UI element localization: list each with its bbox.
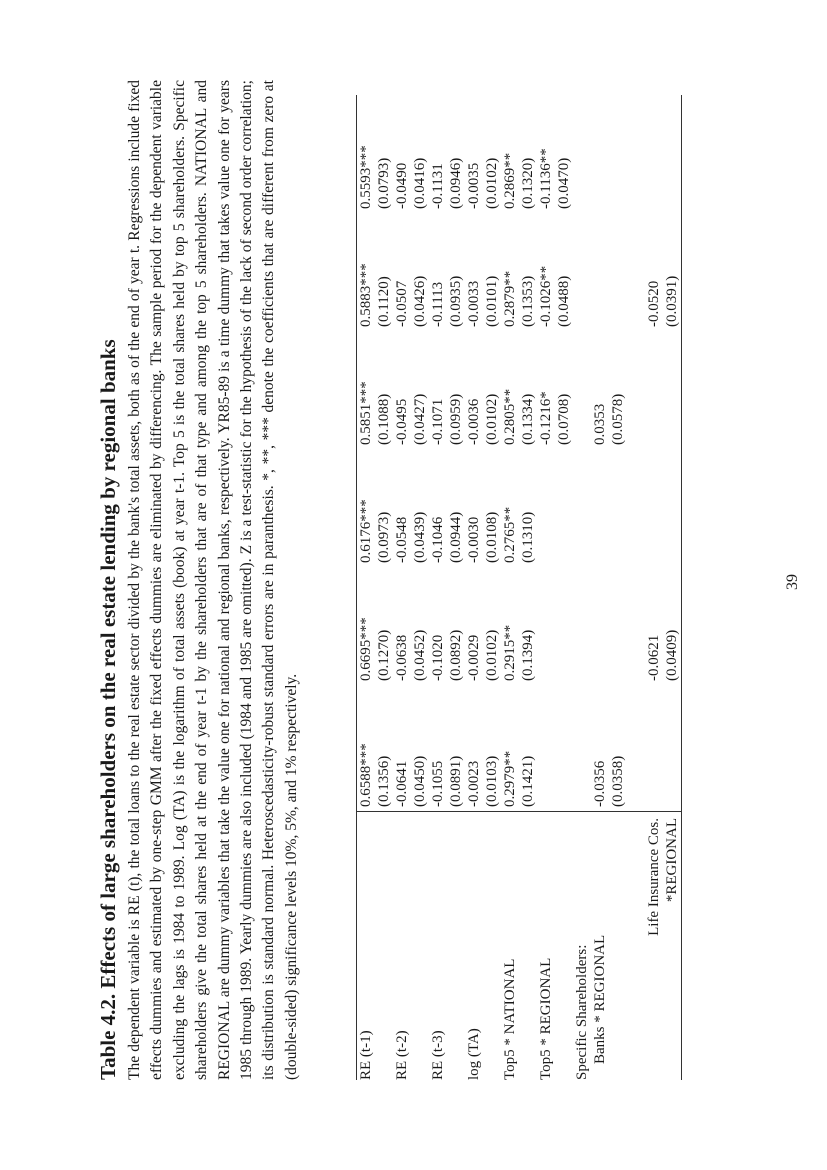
table-cell: (0.0944) [448, 511, 464, 563]
table-row [357, 95, 376, 1080]
table-cell: -0.1020 [430, 634, 446, 681]
table-cell: -0.0490 [394, 162, 410, 209]
table-cell: (0.1421) [520, 755, 536, 807]
table-cell [573, 449, 591, 567]
table-row [501, 95, 519, 1080]
table-cell: -0.0029 [466, 634, 482, 681]
table-caption: The dependent variable is RE (t), the total loans to the real estate sector divided by the bank's total assets, both as of the end of year t. Regressions include fixed effects dummies and estimated by one-step GMM after the fixed effects dummies are eliminated by differencing. The sample period for the dependent variable excluding the lags is 1984 to 1989. Log (TA) is the logarithm of total assets (book) at year t-1. Top 5 is the total shares held by top 5 shareholders. Specific shareholders give the total shares held at the end of year t-1 by the shareholders that are of that type and among the top 5 shareholders. NATIONAL and REGIONAL are dummy variables that take the value one for national and regional banks, respectively. YR85-89 is a time dummy that takes value one for years 1985 through 1989. Yearly dummies are also included (1984 and 1985 are omitted). Z is a test-statistic for the hypothesis of the lack of second order correlation; its distribution is standard normal. Heteroscedasticity-robust standard errors are in paranthesis. *, **, *** denote the coefficients that are different from zero at (double-sided) significance levels 10%, 5%, and 1% respectively. [126, 80, 300, 1080]
table-cell: -0.1113 [430, 281, 446, 327]
table-cell: -0.0641 [394, 760, 410, 807]
table-cell [591, 213, 609, 331]
row-label: Top5 * REGIONAL [537, 812, 555, 1081]
table-cell: (0.1334) [520, 393, 536, 445]
table-cell: (0.0488) [556, 275, 572, 327]
table-cell: -0.1216* [538, 391, 554, 445]
table-cell: -0.0638 [394, 634, 410, 681]
table-cell: 0.6695*** [357, 567, 376, 685]
table-cell: -0.0548 [394, 516, 410, 563]
table-cell: 0.0353 [592, 403, 608, 445]
table-cell: (0.0891) [448, 755, 464, 807]
table-cell: (0.0452) [412, 629, 428, 681]
table-cell [627, 567, 645, 685]
table-cell: (0.0426) [412, 275, 428, 327]
table-cell [609, 213, 627, 331]
table-cell [537, 685, 555, 812]
table-cell [609, 567, 627, 685]
regression-table [356, 95, 682, 1080]
table-cell [573, 331, 591, 449]
row-label [519, 812, 537, 1081]
row-label [555, 812, 573, 1081]
table-row [375, 95, 393, 1080]
row-label [483, 812, 501, 1081]
row-label [609, 812, 627, 1081]
table-cell: (0.0409) [663, 567, 682, 685]
table-cell: 0.2765** [502, 506, 518, 563]
table-cell [591, 567, 609, 685]
table-cell [645, 331, 663, 449]
table-cell: (0.0101) [484, 275, 500, 327]
table-cell [555, 449, 573, 567]
table-cell: 0.2979** [502, 750, 518, 807]
table-cell: -0.1055 [430, 760, 446, 807]
table-row [591, 95, 609, 1080]
table-cell [537, 449, 555, 567]
table-row [465, 95, 483, 1080]
table-row [645, 95, 663, 1080]
row-label [375, 812, 393, 1081]
table-cell: (0.0427) [412, 393, 428, 445]
table-cell: (0.1353) [520, 275, 536, 327]
table-row [663, 95, 682, 1080]
table-cell: (0.0793) [376, 157, 392, 209]
table-cell [627, 213, 645, 331]
table-row [555, 95, 573, 1080]
row-label: Life Insurance Cos. [645, 812, 663, 1081]
table-cell: (0.0102) [484, 393, 500, 445]
table-cell: (0.1120) [376, 276, 392, 327]
table-cell: 0.5593*** [357, 95, 376, 213]
table-cell: 0.6588*** [357, 685, 376, 812]
row-label: RE (t-3) [429, 812, 447, 1081]
table-cell: (0.1356) [376, 755, 392, 807]
table-cell [591, 449, 609, 567]
table-cell: -0.0520 [646, 280, 662, 327]
table-cell: -0.1046 [430, 516, 446, 563]
table-cell: (0.0708) [556, 393, 572, 445]
table-cell: -0.0035 [466, 162, 482, 209]
table-cell [591, 95, 609, 213]
row-label [447, 812, 465, 1081]
table-cell [627, 685, 645, 812]
table-cell: -0.0356 [592, 760, 608, 807]
table-cell: (0.0416) [412, 157, 428, 209]
table-cell [663, 95, 682, 213]
table-cell: -0.0036 [466, 398, 482, 445]
row-label [411, 812, 429, 1081]
table-cell: (0.0450) [412, 755, 428, 807]
row-label: Specific Shareholders: [573, 812, 591, 1081]
table-row [411, 95, 429, 1080]
table-cell: -0.0023 [466, 760, 482, 807]
table-cell: 0.2879** [502, 270, 518, 327]
table-row [627, 95, 645, 1080]
table-cell: (0.0959) [448, 393, 464, 445]
table-row [609, 95, 627, 1080]
table-cell: -0.0033 [466, 280, 482, 327]
table-cell: 0.5851*** [357, 331, 376, 449]
table-cell: 0.2805** [502, 388, 518, 445]
table-cell: (0.0578) [610, 393, 626, 445]
table-cell [573, 95, 591, 213]
table-cell [537, 567, 555, 685]
table-row [573, 95, 591, 1080]
table-row [537, 95, 555, 1080]
table-cell: -0.0621 [646, 634, 662, 681]
table-cell: -0.0507 [394, 280, 410, 327]
table-row [429, 95, 447, 1080]
table-cell: (0.0892) [448, 629, 464, 681]
table-cell: 0.2869** [502, 152, 518, 209]
table-cell [573, 213, 591, 331]
table-cell: (0.1088) [376, 393, 392, 445]
table-cell: (0.1320) [520, 157, 536, 209]
row-label: RE (t-1) [357, 812, 376, 1081]
table-cell [573, 685, 591, 812]
table-cell: (0.0470) [556, 157, 572, 209]
table-cell [573, 567, 591, 685]
table-cell: (0.0108) [484, 511, 500, 563]
table-cell [627, 331, 645, 449]
table-cell: (0.0102) [484, 629, 500, 681]
row-label: RE (t-2) [393, 812, 411, 1081]
table-cell: (0.0358) [610, 755, 626, 807]
table-cell: (0.0102) [484, 157, 500, 209]
table-cell [609, 449, 627, 567]
table-cell: (0.1270) [376, 629, 392, 681]
table-cell: (0.0935) [448, 275, 464, 327]
table-cell: (0.0439) [412, 511, 428, 563]
table-cell: (0.1310) [520, 511, 536, 563]
row-label: log (TA) [465, 812, 483, 1081]
table-cell: -0.1131 [430, 163, 446, 209]
table-cell: -0.1136** [538, 148, 554, 209]
row-label: Top5 * NATIONAL [501, 812, 519, 1081]
table-cell [555, 685, 573, 812]
table-row [447, 95, 465, 1080]
row-label: *REGIONAL [663, 812, 682, 1081]
table-cell [555, 567, 573, 685]
table-title: Table 4.2. Effects of large shareholders on the real estate lending by regional banks [96, 339, 120, 1080]
table-row [393, 95, 411, 1080]
table-cell: (0.0103) [484, 755, 500, 807]
table-cell [645, 95, 663, 213]
table-cell: (0.0391) [663, 213, 682, 331]
row-label: Banks * REGIONAL [591, 812, 609, 1081]
table-cell [627, 95, 645, 213]
table-cell: (0.0946) [448, 157, 464, 209]
table-cell [663, 331, 682, 449]
table-cell: 0.2915** [502, 624, 518, 681]
table-cell [645, 685, 663, 812]
page-number: 39 [784, 574, 801, 590]
table-row [483, 95, 501, 1080]
table-cell [645, 449, 663, 567]
table-cell [663, 685, 682, 812]
table-cell [609, 95, 627, 213]
table-row [519, 95, 537, 1080]
table-cell: -0.0495 [394, 398, 410, 445]
table-cell: -0.1026** [538, 265, 554, 327]
table-cell [663, 449, 682, 567]
table-cell: (0.1394) [520, 629, 536, 681]
table-cell: -0.1071 [430, 398, 446, 445]
table-cell: (0.0973) [376, 511, 392, 563]
table-cell [627, 449, 645, 567]
table-cell: 0.6176*** [357, 449, 376, 567]
row-label [627, 812, 645, 1081]
table-cell: -0.0030 [466, 516, 482, 563]
table-cell: 0.5883*** [357, 213, 376, 331]
